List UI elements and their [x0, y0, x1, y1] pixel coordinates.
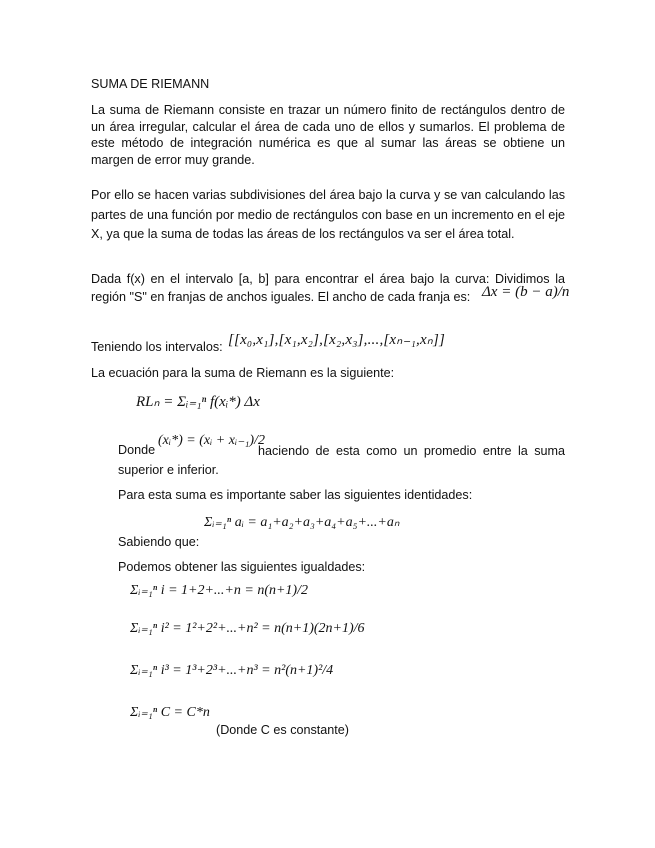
sabiendo-label: Sabiendo que:	[118, 535, 200, 549]
sum-i-cubed-formula: Σᵢ₌₁ⁿ i³ = 1³+2³+...+n³ = n²(n+1)²/4	[130, 663, 334, 678]
delta-x-formula-text: Δx = (b − a)/n	[482, 284, 570, 300]
donde-label: Donde	[118, 443, 156, 457]
identities-intro: Para esta suma es importante saber las siguientes identidades:	[118, 488, 473, 502]
sum-ai-formula: Σᵢ₌₁ⁿ aᵢ = a₁+a₂+a₃+a₄+a₅+...+aₙ	[204, 515, 400, 530]
donde-explanation: haciendo de esta como un promedio entre la suma superior e inferior.	[118, 444, 565, 477]
paragraph-definition-text: Dada f(x) en el intervalo [a, b] para encontrar el área bajo la curva: Dividimos la región "S" en franjas de anchos iguales. El ancho de cada franja es:	[91, 272, 565, 304]
riemann-sum-formula: RLₙ = Σᵢ₌₁ⁿ f(xᵢ*) Δx	[136, 394, 260, 410]
xi-star-formula: (xᵢ*) = (xᵢ + xᵢ₋₁)/2	[158, 433, 265, 448]
delta-x-formula	[482, 284, 569, 301]
equalities-intro: Podemos obtener las siguientes igualdades:	[118, 560, 366, 574]
sum-constant-formula: Σᵢ₌₁ⁿ C = C*n	[130, 705, 210, 720]
paragraph-subdivisions: Por ello se hacen varias subdivisiones del área bajo la curva y se van calculando las partes de una función por medio de rectángulos con base en un incremento en el eje X, ya que la suma de todas las áreas de los rectángulos va ser el área total.	[91, 188, 565, 241]
sum-i-squared-formula: Σᵢ₌₁ⁿ i² = 1²+2²+...+n² = n(n+1)(2n+1)/6	[130, 621, 365, 636]
constant-note: (Donde C es constante)	[216, 723, 350, 737]
intervals-formula: [[x₀,x₁],[x₁,x₂],[x₂,x₃],...,[xₙ₋₁,xₙ]]	[228, 332, 446, 348]
page-title: SUMA DE RIEMANN	[91, 77, 210, 91]
paragraph-intro: La suma de Riemann consiste en trazar un número finito de rectángulos dentro de un área irregular, calcular el área de cada uno de ellos y sumarlos. El problema de este método de integración numérica es que al sumar las áreas se obtiene un margen de error muy grande.	[91, 103, 565, 167]
riemann-equation-intro: La ecuación para la suma de Riemann es la siguiente:	[91, 366, 395, 380]
sum-i-formula: Σᵢ₌₁ⁿ i = 1+2+...+n = n(n+1)/2	[130, 583, 308, 598]
intervals-label: Teniendo los intervalos:	[91, 340, 223, 354]
